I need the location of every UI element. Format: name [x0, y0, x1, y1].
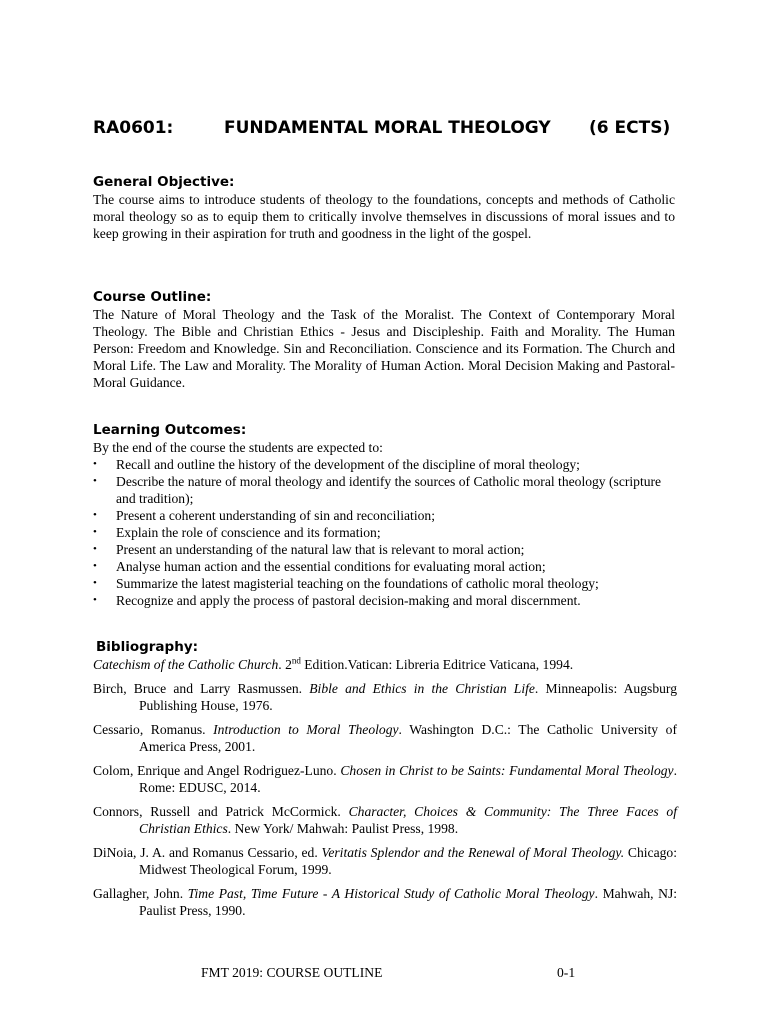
- general-objective-heading: General Objective:: [93, 174, 235, 190]
- bib-publication: . New York/ Mahwah: Paulist Press, 1998.: [227, 821, 459, 836]
- learning-outcome-item: [93, 575, 677, 592]
- bibliography-entry: [93, 762, 677, 796]
- bib-author: Colom, Enrique and Angel Rodriguez-Luno.: [93, 763, 341, 778]
- course-title-row: [93, 118, 673, 142]
- bib-title: Veritatis Splendor and the Renewal of Moral Theology.: [321, 845, 625, 860]
- bib-publication: . Rome: EDUSC, 2014.: [139, 763, 677, 795]
- learning-outcome-text: Present a coherent understanding of sin and reconciliation;: [116, 508, 435, 523]
- bibliography-entry: [93, 844, 677, 878]
- footer-label: FMT 2019: COURSE OUTLINE: [201, 965, 383, 980]
- bib-publication: Chicago: Midwest Theological Forum, 1999.: [139, 845, 677, 877]
- bullet-icon: •: [93, 509, 97, 521]
- learning-outcome-item: [93, 507, 677, 524]
- page-number: 0-1: [557, 965, 576, 980]
- bullet-icon: •: [93, 543, 97, 555]
- course-code: RA0601:: [93, 118, 174, 138]
- bib-publication: . Mahwah, NJ: Paulist Press, 1990.: [139, 886, 678, 918]
- bib-title: Time Past, Time Future - A Historical Study of Catholic Moral Theology: [187, 886, 595, 901]
- bullet-icon: •: [93, 560, 97, 572]
- bib-edition: . 2: [278, 657, 292, 672]
- learning-outcomes-list: [93, 456, 677, 609]
- learning-outcome-text: Explain the role of conscience and its formation;: [116, 525, 381, 540]
- bullet-icon: •: [93, 577, 97, 589]
- course-credits: (6 ECTS): [589, 118, 671, 138]
- bibliography-entry: [93, 721, 677, 755]
- learning-outcome-item: [93, 541, 677, 558]
- bibliography-heading: Bibliography:: [96, 639, 199, 655]
- bib-author: Connors, Russell and Patrick McCormick.: [93, 804, 349, 819]
- bib-title: Character, Choices & Community: The Three Faces of Christian Ethics: [139, 804, 677, 836]
- learning-outcome-item: [93, 456, 677, 473]
- bib-title: Chosen in Christ to be Saints: Fundamental Moral Theology: [340, 763, 674, 778]
- bullet-icon: •: [93, 594, 97, 606]
- bib-title: Introduction to Moral Theology: [213, 722, 399, 737]
- bibliography-entry: [93, 656, 677, 673]
- bib-author: DiNoia, J. A. and Romanus Cessario, ed.: [93, 845, 322, 860]
- bib-author: Cessario, Romanus.: [93, 722, 214, 737]
- bib-author: Gallagher, John.: [93, 886, 188, 901]
- bibliography-list: [93, 656, 677, 926]
- bib-edition-suffix: nd: [291, 655, 301, 666]
- learning-outcome-text: Recognize and apply the process of pastoral decision-making and moral discernment.: [116, 593, 581, 608]
- bib-publication: . Minneapolis: Augsburg Publishing House, 1976.: [139, 681, 677, 713]
- bib-publication: Edition.Vatican: Libreria Editrice Vaticana, 1994.: [300, 657, 574, 672]
- learning-outcome-text: Describe the nature of moral theology and identify the sources of Catholic moral theology (scripture and tradition);: [116, 474, 662, 506]
- learning-outcome-item: [93, 524, 677, 541]
- bib-publication: . Washington D.C.: The Catholic University of America Press, 2001.: [139, 722, 677, 754]
- course-outline-heading: Course Outline:: [93, 289, 212, 305]
- learning-outcome-text: Recall and outline the history of the development of the discipline of moral theology;: [116, 457, 580, 472]
- learning-outcome-item: [93, 592, 677, 609]
- learning-outcome-item: [93, 558, 677, 575]
- bibliography-entry: [93, 885, 677, 919]
- bib-title: Bible and Ethics in the Christian Life: [309, 681, 535, 696]
- general-objective-text: The course aims to introduce students of theology to the foundations, concepts and methods of Catholic moral theology so as to equip them to critically involve themselves in discussions of moral issues and to keep growing in their aspiration for truth and goodness in the light of the gospel.: [93, 192, 675, 241]
- bullet-icon: •: [93, 458, 97, 470]
- bullet-icon: •: [93, 526, 97, 538]
- learning-outcome-text: Analyse human action and the essential conditions for evaluating moral action;: [116, 559, 546, 574]
- learning-outcome-item: [93, 473, 677, 507]
- learning-outcomes-intro: By the end of the course the students are expected to:: [93, 440, 383, 455]
- learning-outcome-text: Present an understanding of the natural law that is relevant to moral action;: [116, 542, 525, 557]
- course-title: FUNDAMENTAL MORAL THEOLOGY: [224, 118, 551, 138]
- learning-outcomes-heading: Learning Outcomes:: [93, 422, 247, 438]
- bibliography-entry: [93, 680, 677, 714]
- course-outline-text: The Nature of Moral Theology and the Task of the Moralist. The Context of Contemporary Moral Theology. The Bible and Christian Ethics - Jesus and Discipleship. Faith and Morality. The Human Person: Freedom and Knowledge. Sin and Reconciliation. Conscience and its Formation. The Church and Moral Life. The Law and Morality. The Morality of Human Action. Moral Decision Making and Pastoral-Moral Guidance.: [93, 307, 675, 390]
- bib-author: Birch, Bruce and Larry Rasmussen.: [93, 681, 310, 696]
- learning-outcome-text: Summarize the latest magisterial teaching on the foundations of catholic moral theology;: [116, 576, 599, 591]
- bib-title: Catechism of the Catholic Church: [93, 657, 279, 672]
- bibliography-entry: [93, 803, 677, 837]
- bullet-icon: •: [93, 475, 97, 487]
